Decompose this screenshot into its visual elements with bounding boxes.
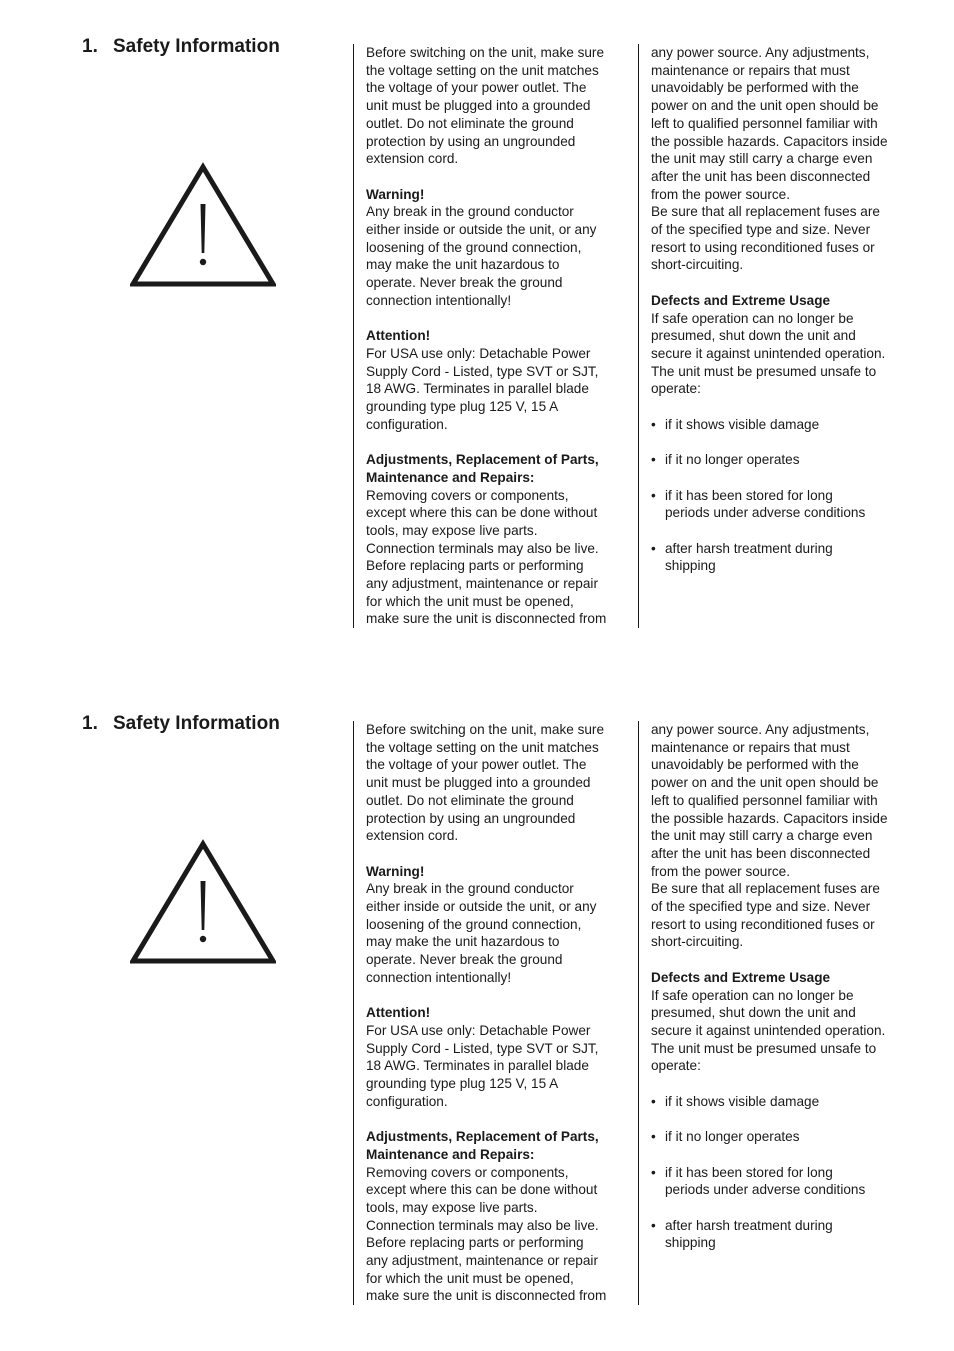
text-line: extension cord. (366, 828, 459, 844)
text-line: except where this can be done without (366, 1182, 598, 1198)
list-item (651, 1217, 913, 1252)
warning-heading: Warning! (366, 186, 425, 202)
text-line: If safe operation can no longer be (651, 987, 854, 1003)
text-line: The unit must be presumed unsafe to (651, 1040, 877, 1056)
text-column-1 (366, 44, 628, 628)
text-line: power on and the unit open should be (651, 98, 879, 114)
list-item (651, 540, 913, 575)
text-line: if it has been stored for long (665, 487, 833, 503)
text-line: for which the unit must be opened, (366, 593, 574, 609)
defects-heading: Defects and Extreme Usage (651, 969, 831, 985)
text-line: presumed, shut down the unit and (651, 328, 856, 344)
text-line: the possible hazards. Capacitors inside (651, 810, 888, 826)
text-line: unit must be plugged into a grounded (366, 775, 591, 791)
text-line: resort to using reconditioned fuses or (651, 239, 875, 255)
safety-section-1 (0, 36, 954, 644)
bullet-icon: • (651, 416, 656, 432)
list-item (651, 416, 913, 434)
bullet-icon: • (651, 540, 656, 556)
text-line: Before switching on the unit, make sure (366, 722, 605, 737)
text-line: for which the unit must be opened, (366, 1270, 574, 1286)
text-column-1 (366, 721, 628, 1305)
text-line: 18 AWG. Terminates in parallel blade (366, 381, 589, 397)
text-line: Any break in the ground conductor (366, 881, 574, 897)
section-heading (82, 36, 280, 58)
text-line: protection by using an ungrounded (366, 810, 576, 826)
text-line: after harsh treatment during (665, 1217, 833, 1233)
text-line: maintenance or repairs that must (651, 739, 850, 755)
warning-heading: Warning! (366, 863, 425, 879)
text-line: either inside or outside the unit, or any (366, 222, 597, 238)
text-line: power on and the unit open should be (651, 775, 879, 791)
text-line: Removing covers or components, (366, 1164, 569, 1180)
text-line: the voltage of your power outlet. The (366, 757, 587, 773)
text-line: Supply Cord - Listed, type SVT or SJT, (366, 1040, 599, 1056)
adjustments-heading: Maintenance and Repairs: (366, 1146, 535, 1162)
column-divider (353, 44, 354, 628)
text-line: may make the unit hazardous to (366, 934, 560, 950)
bullet-icon: • (651, 487, 656, 503)
text-line: The unit must be presumed unsafe to (651, 363, 877, 379)
text-line: Before switching on the unit, make sure (366, 45, 605, 60)
text-line: Connection terminals may also be live. (366, 540, 599, 556)
text-line: make sure the unit is disconnected from (366, 611, 607, 627)
text-line: the unit may still carry a charge even (651, 828, 873, 844)
text-line: from the power source. (651, 863, 791, 879)
text-line: unavoidably be performed with the (651, 80, 859, 96)
text-line: left to qualified personnel familiar with (651, 792, 878, 808)
text-line: unavoidably be performed with the (651, 757, 859, 773)
text-line: may make the unit hazardous to (366, 257, 560, 273)
text-line: shipping (665, 558, 716, 574)
warning-triangle-icon (130, 162, 276, 288)
text-line: left to qualified personnel familiar with (651, 115, 878, 131)
text-line: maintenance or repairs that must (651, 62, 850, 78)
text-line: Be sure that all replacement fuses are (651, 881, 880, 897)
text-line: grounding type plug 125 V, 15 A (366, 1076, 559, 1092)
text-line: of the specified type and size. Never (651, 222, 871, 238)
text-line: short-circuiting. (651, 257, 744, 273)
text-line: periods under adverse conditions (665, 505, 866, 521)
column-divider (638, 44, 639, 628)
text-line: presumed, shut down the unit and (651, 1005, 856, 1021)
text-line: Supply Cord - Listed, type SVT or SJT, (366, 363, 599, 379)
text-line: any adjustment, maintenance or repair (366, 576, 598, 592)
text-line: configuration. (366, 1093, 448, 1109)
text-line: extension cord. (366, 151, 459, 167)
section-heading (82, 713, 280, 735)
column-divider (353, 721, 354, 1305)
text-line: after harsh treatment during (665, 540, 833, 556)
text-line: Any break in the ground conductor (366, 204, 574, 220)
text-line: loosening of the ground connection, (366, 916, 582, 932)
list-item (651, 1164, 913, 1199)
list-item (651, 1093, 913, 1111)
text-line: after the unit has been disconnected (651, 168, 871, 184)
text-column-2 (651, 721, 913, 1252)
attention-heading: Attention! (366, 1005, 431, 1021)
section-number: 1. (82, 713, 98, 734)
text-line: Before replacing parts or performing (366, 1235, 584, 1251)
text-line: except where this can be done without (366, 505, 598, 521)
text-line: secure it against unintended operation. (651, 1022, 886, 1038)
text-line: resort to using reconditioned fuses or (651, 916, 875, 932)
text-line: Removing covers or components, (366, 487, 569, 503)
text-line: if it no longer operates (665, 452, 800, 468)
safety-section-2 (0, 713, 954, 1321)
text-line: operate: (651, 1058, 701, 1074)
text-line: if it no longer operates (665, 1129, 800, 1145)
text-line: grounding type plug 125 V, 15 A (366, 399, 559, 415)
text-line: any power source. Any adjustments, (651, 722, 870, 737)
adjustments-heading: Maintenance and Repairs: (366, 469, 535, 485)
section-title: Safety Information (113, 713, 280, 734)
text-line: any power source. Any adjustments, (651, 45, 870, 60)
text-line: if it shows visible damage (665, 1093, 820, 1109)
text-line: if it shows visible damage (665, 416, 820, 432)
text-line: if it has been stored for long (665, 1164, 833, 1180)
text-line: the possible hazards. Capacitors inside (651, 133, 888, 149)
text-line: protection by using an ungrounded (366, 133, 576, 149)
text-line: operate: (651, 381, 701, 397)
text-line: configuration. (366, 416, 448, 432)
list-item (651, 1128, 913, 1146)
text-line: after the unit has been disconnected (651, 845, 871, 861)
text-line: connection intentionally! (366, 292, 512, 308)
adjustments-heading: Adjustments, Replacement of Parts, (366, 452, 599, 468)
adjustments-heading: Adjustments, Replacement of Parts, (366, 1129, 599, 1145)
text-line: outlet. Do not eliminate the ground (366, 115, 574, 131)
text-line: operate. Never break the ground (366, 275, 563, 291)
text-line: outlet. Do not eliminate the ground (366, 792, 574, 808)
bullet-icon: • (651, 1217, 656, 1233)
text-line: tools, may expose live parts. (366, 1199, 538, 1215)
list-item (651, 451, 913, 469)
text-line: Connection terminals may also be live. (366, 1217, 599, 1233)
column-divider (638, 721, 639, 1305)
text-line: loosening of the ground connection, (366, 239, 582, 255)
section-number: 1. (82, 36, 98, 57)
text-line: shipping (665, 1235, 716, 1251)
text-line: make sure the unit is disconnected from (366, 1288, 607, 1304)
text-line: from the power source. (651, 186, 791, 202)
bullet-icon: • (651, 1164, 656, 1180)
text-line: tools, may expose live parts. (366, 522, 538, 538)
bullet-icon: • (651, 1093, 656, 1109)
text-line: the unit may still carry a charge even (651, 151, 873, 167)
text-line: periods under adverse conditions (665, 1182, 866, 1198)
text-line: the voltage setting on the unit matches (366, 739, 599, 755)
defects-heading: Defects and Extreme Usage (651, 292, 831, 308)
attention-heading: Attention! (366, 328, 431, 344)
text-line: the voltage of your power outlet. The (366, 80, 587, 96)
text-line: 18 AWG. Terminates in parallel blade (366, 1058, 589, 1074)
warning-triangle-icon (130, 839, 276, 965)
text-line: operate. Never break the ground (366, 952, 563, 968)
text-line: If safe operation can no longer be (651, 310, 854, 326)
list-item (651, 487, 913, 522)
text-line: secure it against unintended operation. (651, 345, 886, 361)
text-line: connection intentionally! (366, 969, 512, 985)
text-column-2 (651, 44, 913, 575)
text-line: Be sure that all replacement fuses are (651, 204, 880, 220)
text-line: For USA use only: Detachable Power (366, 1022, 591, 1038)
text-line: the voltage setting on the unit matches (366, 62, 599, 78)
text-line: short-circuiting. (651, 934, 744, 950)
section-title: Safety Information (113, 36, 280, 57)
text-line: unit must be plugged into a grounded (366, 98, 591, 114)
bullet-icon: • (651, 452, 656, 468)
bullet-icon: • (651, 1129, 656, 1145)
text-line: of the specified type and size. Never (651, 899, 871, 915)
text-line: any adjustment, maintenance or repair (366, 1253, 598, 1269)
text-line: either inside or outside the unit, or any (366, 899, 597, 915)
text-line: Before replacing parts or performing (366, 558, 584, 574)
text-line: For USA use only: Detachable Power (366, 345, 591, 361)
